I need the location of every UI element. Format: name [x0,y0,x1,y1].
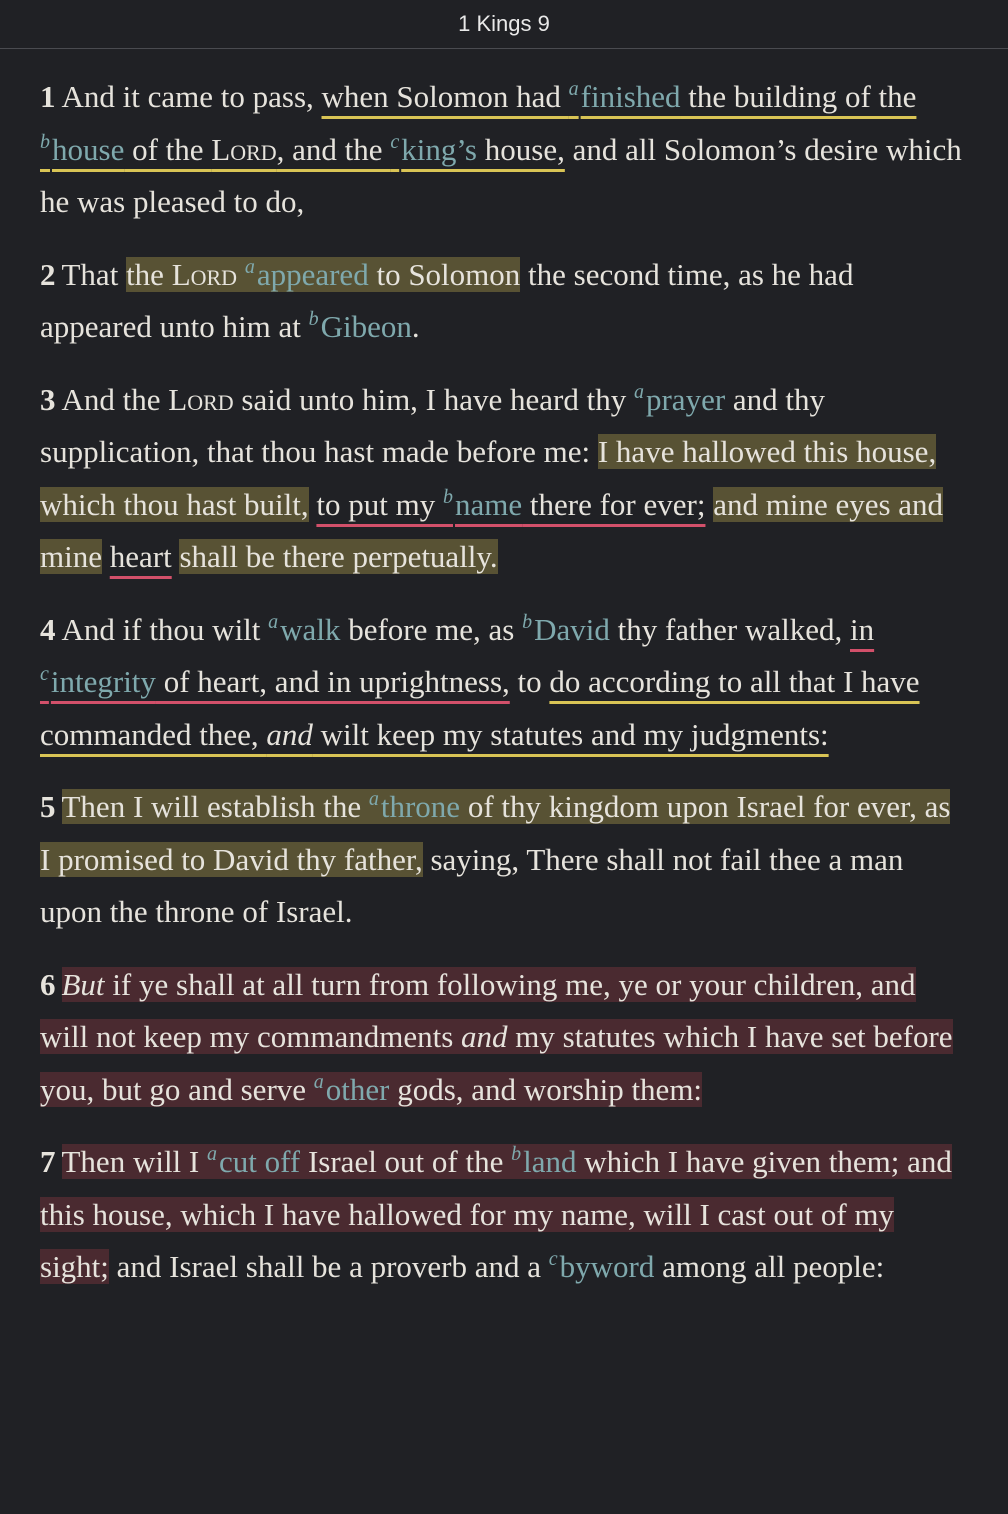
highlighted-text: and mine eyes and mine [40,486,944,574]
highlighted-text: Then will I [61,1144,207,1179]
cross-reference-word: throne [380,789,461,824]
underlined-text: the building of the [680,79,917,114]
highlighted-text: to Solomon [368,256,521,292]
verse-number: 7 [40,1144,56,1179]
cross-reference-link[interactable] [207,1144,300,1179]
top-bar [0,0,1008,49]
underlined-text: , and the [276,131,391,167]
highlighted-text: I have hallowed this house, which thou hast built, [40,434,937,522]
underlined-text: Lord [211,131,277,167]
verse-number: 3 [40,381,56,417]
verse-text: before me, as [340,611,523,647]
verse-text: That [61,256,127,292]
cross-reference-marker: a [568,78,579,100]
verse-number: 6 [40,966,56,1002]
verse-text: said unto him, I have heard thy [233,381,634,417]
highlighted-text: Israel out of the [300,1144,512,1179]
highlighted-text: my statutes which I have set before you, but go and serve [40,1019,953,1107]
verse-4[interactable] [40,604,968,762]
highlighted-text: if ye shall at all turn from following me, ye or your children, and will not keep my commandments [40,966,916,1054]
verse-6[interactable] [40,959,968,1117]
verse-text: among all people: [654,1249,885,1284]
highlighted-text [237,257,245,292]
verse-5[interactable] [40,781,968,939]
underlined-text: heart [109,539,172,574]
cross-reference-link[interactable] [549,1249,655,1284]
cross-reference-marker: b [522,610,533,633]
cross-reference-marker: a [244,255,255,278]
underlined-text: of the [124,131,212,167]
cross-reference-link[interactable] [309,309,412,344]
verse-3[interactable] [40,374,968,584]
cross-reference-link[interactable] [314,1072,390,1107]
verse-number: 4 [40,611,56,647]
highlighted-text: But [61,966,105,1002]
verse-text: And it came to pass, [61,79,322,114]
cross-reference-marker: b [511,1143,522,1165]
cross-reference-link[interactable] [245,257,369,292]
cross-reference-marker: a [268,610,279,633]
cross-reference-marker: a [633,380,644,403]
cross-reference-marker: b [443,485,453,508]
verse-number: 5 [40,789,56,824]
cross-reference-marker: c [40,663,49,685]
underlined-text: of heart, and in uprightness, [155,664,510,699]
verse-text [102,539,110,574]
highlighted-text: Lord [171,256,238,292]
verse-text: and Israel shall be a proverb and a [108,1249,549,1284]
verse-text: And if thou wilt [61,611,269,647]
verse-text: Lord [168,381,234,417]
verse-7[interactable] [40,1136,968,1294]
cross-reference-link[interactable] [569,79,681,114]
highlighted-text: Then I will establish the [61,789,369,824]
cross-reference-marker: b [40,130,50,153]
underlined-text: house, [477,131,565,167]
verse-text: the second time, as he had appeared unto him at [40,256,854,344]
underlined-text: when Solomon had [321,79,569,114]
verse-number: 2 [40,256,56,292]
highlighted-text: gods, and worship them: [389,1071,703,1107]
cross-reference-word: byword [559,1249,655,1284]
verse-text: to [509,664,550,699]
underlined-text: do according to all that I have commanded thee, [40,664,920,752]
verse-2[interactable] [40,249,968,354]
cross-reference-word: house [52,131,125,167]
underlined-text: and [266,716,313,752]
cross-reference-word: other [325,1071,390,1107]
cross-reference-link[interactable] [268,612,340,647]
cross-reference-link[interactable] [511,1144,576,1179]
highlighted-text: the [126,256,172,292]
cross-reference-marker: c [548,1248,558,1270]
chapter-title[interactable]: 1 Kings 9 [458,11,550,36]
cross-reference-link[interactable] [634,382,725,417]
underlined-text: wilt keep my statutes and my judgments: [312,716,829,752]
verse-text: and thy supplication, that thou hast made before me: [40,381,826,469]
cross-reference-word: cut off [219,1144,301,1179]
cross-reference-link[interactable] [40,132,124,167]
underlined-text: there for ever; [522,486,706,522]
highlighted-text: which I have given them; and this house, which I have hallowed for my name, will I cast out of my sight; [40,1144,952,1284]
cross-reference-word: finished [580,79,681,114]
cross-reference-link[interactable] [522,612,610,647]
verse-text: And the [61,381,169,417]
verse-text: thy father walked, [609,611,850,647]
verse-text: saying, There shall not fail thee a man upon the throne of Israel. [40,841,904,929]
cross-reference-link[interactable] [443,487,522,522]
cross-reference-marker: c [390,130,400,153]
cross-reference-word: land [523,1144,577,1179]
verse-number: 1 [40,79,56,114]
cross-reference-marker: b [308,308,319,330]
cross-reference-word: Gibeon [320,309,412,344]
cross-reference-word: king’s [401,131,477,167]
verse-text: . [411,309,420,344]
cross-reference-word: David [534,611,610,647]
chapter-text [0,49,1008,1294]
cross-reference-link[interactable] [390,132,477,167]
cross-reference-marker: a [313,1070,324,1093]
highlighted-text: and [461,1019,508,1054]
cross-reference-word: integrity [50,664,156,699]
highlighted-text: shall be there perpetually. [179,539,498,574]
verse-1[interactable] [40,71,968,229]
verse-text: and all Solomon’s desire which he was pleased to do, [40,131,962,219]
cross-reference-word: name [455,486,523,522]
cross-reference-word: walk [280,611,341,647]
cross-reference-word: prayer [645,381,726,417]
cross-reference-link[interactable] [369,789,460,824]
highlighted-text: of thy kingdom upon Israel for ever, as I promised to David thy father, [40,789,951,877]
cross-reference-link[interactable] [40,664,156,699]
underlined-text: to put my [316,486,443,522]
cross-reference-marker: a [207,1143,217,1165]
cross-reference-marker: a [368,788,379,810]
underlined-text: in [850,611,875,647]
cross-reference-word: appeared [256,256,369,292]
